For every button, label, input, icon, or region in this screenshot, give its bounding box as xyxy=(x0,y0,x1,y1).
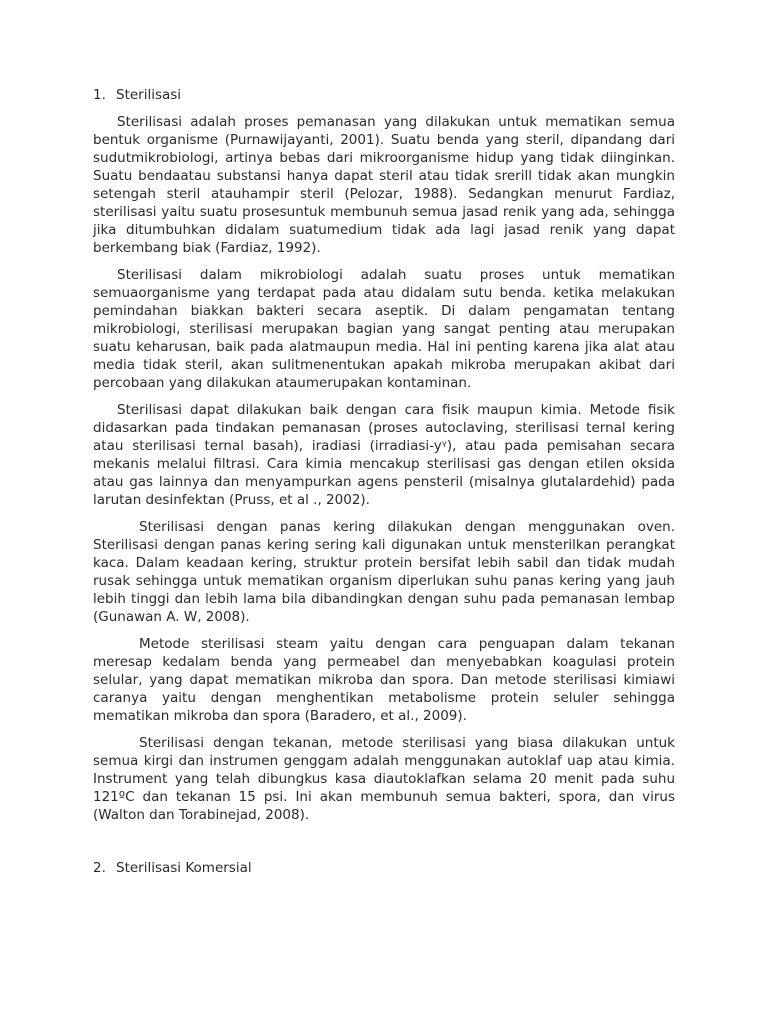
section-heading-sterilisasi xyxy=(93,86,675,104)
paragraph-steam: Metode sterilisasi steam yaitu dengan cara penguapan dalam tekanan meresap kedalam benda yang permeabel dan menyebabkan koagulasi protein selular, yang dapat mematikan mikroba dan spora. Dan metode sterilisasi kimiawi caranya yaitu dengan menghentikan metabolisme protein seluler sehingga mematikan mikroba dan spora (Baradero, et al., 2009). xyxy=(93,636,675,724)
section-title: Sterilisasi Komersial xyxy=(116,860,252,876)
paragraph-pressure: Sterilisasi dengan tekanan, metode sterilisasi yang biasa dilakukan untuk semua kirgi dan instrumen genggam adalah menggunakan autoklaf uap atau kimia. Instrument yang telah dibungkus kasa diautoklafkan selama 20 menit pada suhu 121ºC dan tekanan 15 psi. Ini akan membunuh semua bakteri, spora, dan virus (Walton dan Torabinejad, 2008). xyxy=(93,735,675,823)
section-heading-sterilisasi-komersial xyxy=(93,859,675,877)
section-number: 1. xyxy=(93,87,106,103)
section-number: 2. xyxy=(93,860,106,876)
paragraph-definition: Sterilisasi adalah proses pemanasan yang dilakukan untuk mematikan semua bentuk organisme (Purnawijayanti, 2001). Suatu benda yang steril, dipandang dari sudutmikrobiologi, artinya bebas dari mikroorganisme hidup yang tidak diinginkan. Suatu bendaatau substansi hanya dapat steril atau tidak srerill tidak akan mungkin setengah steril atauhampir steril (Pelozar, 1988). Sedangkan menurut Fardiaz, sterilisasi yaitu suatu prosesuntuk membunuh semua jasad renik yang ada, sehingga jika ditumbuhkan didalam suatumedium tidak ada lagi jasad renik yang dapat berkembang biak (Fardiaz, 1992). xyxy=(93,114,675,256)
paragraph-dry-heat: Sterilisasi dengan panas kering dilakukan dengan menggunakan oven. Sterilisasi dengan panas kering sering kali digunakan untuk mensterilkan perangkat kaca. Dalam keadaan kering, struktur protein bersifat lebih sabil dan tidak mudah rusak sehingga untuk mematikan organism diperlukan suhu panas kering yang jauh lebih tinggi dan lebih lama bila dibandingkan dengan suhu pada pemanasan lembap (Gunawan A. W, 2008). xyxy=(93,519,675,625)
section-title: Sterilisasi xyxy=(116,87,182,103)
paragraph-microbiology: Sterilisasi dalam mikrobiologi adalah suatu proses untuk mematikan semuaorganisme yang terdapat pada atau didalam sutu benda. ketika melakukan pemindahan biakkan bakteri secara aseptik. Di dalam pengamatan tentang mikrobiologi, sterilisasi merupakan bagian yang sangat penting atau merupakan suatu keharusan, baik pada alatmaupun media. Hal ini penting karena jika alat atau media tidak steril, akan sulitmenentukan apakah mikroba merupakan akibat dari percobaan yang dilakukan ataumerupakan kontaminan. xyxy=(93,267,675,391)
paragraph-methods: Sterilisasi dapat dilakukan baik dengan cara fisik maupun kimia. Metode fisik didasarkan pada tindakan pemanasan (proses autoclaving, sterilisasi ternal kering atau sterilisasi ternal basah), iradiasi (irradiasi-yᵞ), atau pada pemisahan secara mekanis melalui filtrasi. Cara kimia mencakup sterilisasi gas dengan etilen oksida atau gas lainnya dan menyampurkan agens pensteril (misalnya glutalardehid) pada larutan desinfektan (Pruss, et al ., 2002). xyxy=(93,402,675,508)
